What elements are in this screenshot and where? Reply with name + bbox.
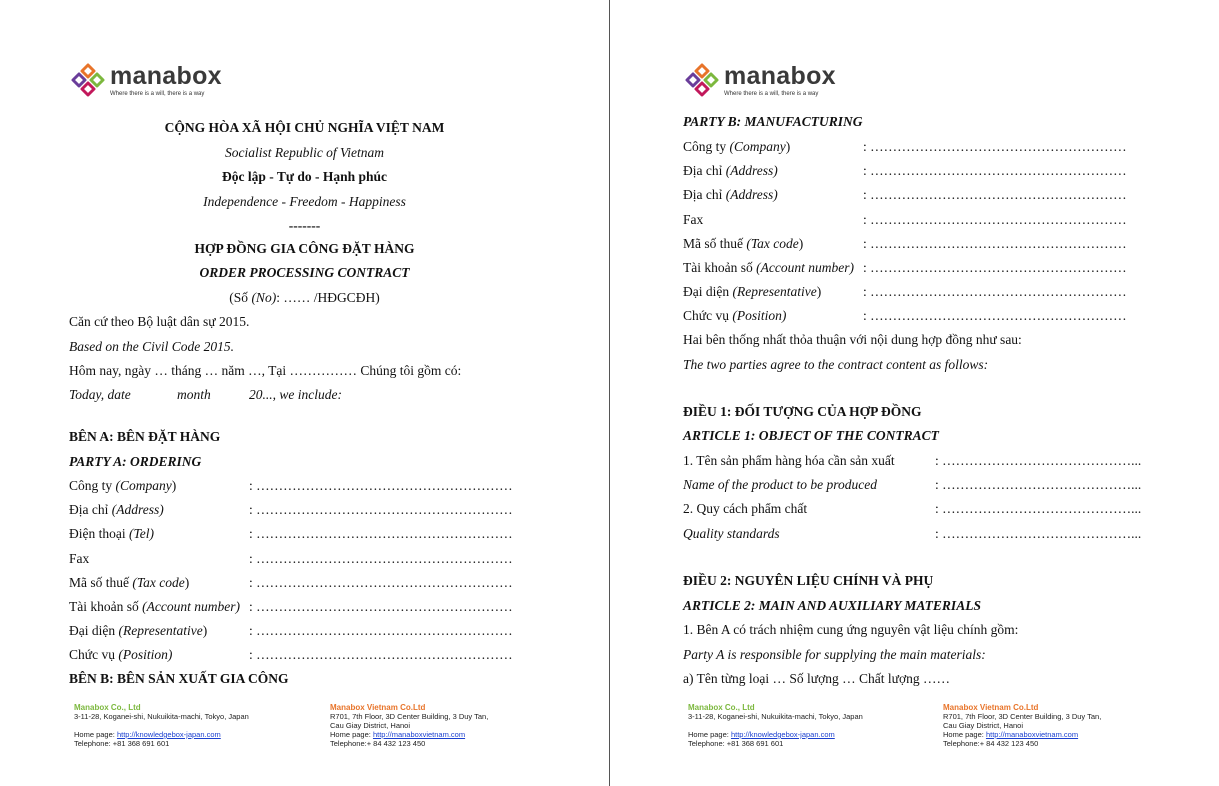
footer-japan-home-link[interactable]: http://knowledgebox-japan.com <box>116 730 221 739</box>
field-label-vi: Mã số thuế <box>69 574 133 590</box>
field-value-blank[interactable]: : ………………………………………………… <box>249 623 513 639</box>
separator: ------- <box>288 218 321 233</box>
field-value-blank[interactable]: : ………………………………………………… <box>863 187 1127 203</box>
field-label-tail: ) <box>184 574 190 590</box>
motto-en: Independence - Freedom - Happiness <box>203 194 406 209</box>
manabox-logo <box>70 62 222 98</box>
field-label <box>683 139 790 155</box>
document-page-right <box>610 0 1219 786</box>
footer-japan-tel: Telephone: +81 368 691 601 <box>74 739 170 748</box>
footer-japan <box>74 703 249 748</box>
article-1-item-blank[interactable]: : ……………………………………... <box>935 453 1142 468</box>
contract-title-en: ORDER PROCESSING CONTRACT <box>199 265 410 280</box>
field-value-blank[interactable]: : ………………………………………………… <box>863 284 1127 300</box>
footer-vietnam-name: Manabox Vietnam Co.Ltd <box>943 703 1039 712</box>
field-label-vi: Chức vụ <box>69 647 119 663</box>
brand-name: manabox <box>724 61 836 90</box>
field-label-en: (Representative <box>732 284 817 300</box>
field-label-vi: Công ty <box>683 139 730 154</box>
footer-vietnam-home-link[interactable]: http://manaboxvietnam.com <box>372 730 466 739</box>
footer-vietnam-address-2: Cau Giay District, Hanoi <box>330 721 411 730</box>
field-value-blank[interactable]: : ………………………………………………… <box>249 647 513 663</box>
date-line-en-month: month <box>177 387 211 402</box>
field-label-tail: ) <box>202 623 208 639</box>
motto: Độc lập - Tự do - Hạnh phúc <box>221 169 388 184</box>
article-2-clause-1: 1. Bên A có trách nhiệm cung ứng nguyên vật liệu chính gồm: <box>683 622 1019 637</box>
footer-vietnam-name: Manabox Vietnam Co.Ltd <box>330 703 426 712</box>
footer-vietnam-address-1: R701, 7th Floor, 3D Center Building, 3 Duy Tan, <box>943 712 1102 721</box>
field-label <box>69 623 207 639</box>
manabox-flower-icon <box>684 62 720 98</box>
field-label <box>683 212 703 228</box>
article-2-clause-1-en: Party A is responsible for supplying the main materials: <box>683 647 986 662</box>
party-a-heading: BÊN A: BÊN ĐẶT HÀNG <box>69 429 221 444</box>
field-label <box>69 478 176 494</box>
footer-vietnam-tel: Telephone:+ 84 432 123 450 <box>943 739 1039 748</box>
field-label <box>69 599 240 615</box>
field-value-blank[interactable]: : ………………………………………………… <box>249 550 513 566</box>
field-value-blank[interactable]: : ………………………………………………… <box>863 211 1127 227</box>
footer-vietnam-home-link[interactable]: http://manaboxvietnam.com <box>985 730 1079 739</box>
date-line-en-date: Today, date <box>69 387 131 402</box>
field-label-en: (Company <box>729 139 786 154</box>
brand-tagline: Where there is a will, there is a way <box>724 90 819 97</box>
field-label <box>69 647 172 663</box>
field-label-en: (Tax code <box>746 235 799 251</box>
field-label-vi: Địa chỉ <box>683 163 726 179</box>
field-label <box>683 308 786 324</box>
field-label <box>683 236 803 252</box>
field-label-en: (Address) <box>725 187 778 203</box>
footer-japan-address: 3-11-28, Koganei-shi, Nukuikita-machi, Tokyo, Japan <box>74 712 249 721</box>
field-label-tail: ) <box>816 284 822 300</box>
manabox-logo <box>684 62 836 98</box>
contract-number-no: (No) <box>251 290 277 305</box>
field-value-blank[interactable]: : ………………………………………………… <box>249 502 513 518</box>
footer-vietnam-address-1: R701, 7th Floor, 3D Center Building, 3 Duy Tan, <box>330 712 489 721</box>
legal-basis: Căn cứ theo Bộ luật dân sự 2015. <box>69 314 250 329</box>
footer-vietnam-homepage <box>943 730 1101 739</box>
contract-number <box>0 290 609 306</box>
date-line-en-year: 20..., we include: <box>249 387 342 402</box>
field-label <box>683 284 821 300</box>
article-1-item-blank[interactable]: : ……………………………………... <box>935 525 1142 541</box>
field-label <box>69 551 89 567</box>
footer-vietnam-home-label: Home page: <box>330 730 373 739</box>
article-1-item-label: Quality standards <box>683 525 780 541</box>
footer-vietnam-tel: Telephone:+ 84 432 123 450 <box>330 739 426 748</box>
footer-japan-home-label: Home page: <box>74 730 117 739</box>
field-label-vi: Đại diện <box>69 623 119 639</box>
article-1-heading-en: ARTICLE 1: OBJECT OF THE CONTRACT <box>683 428 939 443</box>
contract-number-suffix: : …… /HĐGCĐH) <box>276 290 380 305</box>
document-page-left <box>0 0 609 786</box>
article-2-heading-en: ARTICLE 2: MAIN AND AUXILIARY MATERIALS <box>683 598 981 613</box>
footer-vietnam <box>943 703 1101 748</box>
footer-vietnam <box>330 703 488 748</box>
field-label-vi: Mã số thuế <box>683 235 747 251</box>
field-value-blank[interactable]: : ………………………………………………… <box>863 235 1127 251</box>
footer-japan-home-link[interactable]: http://knowledgebox-japan.com <box>730 730 835 739</box>
field-label-vi: Fax <box>69 550 90 566</box>
legal-basis-en: Based on the Civil Code 2015. <box>69 339 234 354</box>
field-label-vi: Fax <box>683 211 704 227</box>
brand-tagline: Where there is a will, there is a way <box>110 90 205 97</box>
article-2-clause-a: a) Tên từng loại … Số lượng … Chất lượng …… <box>683 671 950 686</box>
field-label-vi: Đại diện <box>683 284 733 300</box>
field-label-en: (Position) <box>732 308 787 324</box>
field-label-en: (Representative <box>118 623 203 639</box>
field-label-vi: Tài khoản số <box>683 260 757 275</box>
field-value-blank[interactable]: : ………………………………………………… <box>249 526 513 542</box>
field-label-tail: ) <box>171 478 177 493</box>
field-label-tail: ) <box>785 139 791 154</box>
field-label-en: (Account number) <box>142 599 240 614</box>
article-1-item-label: 1. Tên sản phẩm hàng hóa cần sản xuất <box>683 453 895 468</box>
footer-vietnam-address-2: Cau Giay District, Hanoi <box>943 721 1024 730</box>
field-label-en: (Address) <box>725 163 778 179</box>
field-label-vi: Công ty <box>69 478 116 493</box>
field-label <box>69 575 189 591</box>
article-1-item-blank[interactable]: : ……………………………………... <box>935 477 1142 493</box>
agreement-line: Hai bên thống nhất thỏa thuận với nội dung hợp đồng như sau: <box>683 332 1022 347</box>
country-heading: CỘNG HÒA XÃ HỘI CHỦ NGHĨA VIỆT NAM <box>164 120 445 135</box>
date-line: Hôm nay, ngày … tháng … năm …, Tại …………… Chúng tôi gồm có: <box>69 363 462 378</box>
field-value-blank[interactable]: : ………………………………………………… <box>863 163 1127 179</box>
field-label-vi: Chức vụ <box>683 308 733 324</box>
footer-vietnam-homepage <box>330 730 488 739</box>
footer-japan-name: Manabox Co., Ltd <box>688 703 755 712</box>
footer-japan-tel: Telephone: +81 368 691 601 <box>688 739 784 748</box>
footer-japan-homepage <box>688 730 863 739</box>
country-heading-en: Socialist Republic of Vietnam <box>224 145 385 160</box>
field-label <box>683 163 778 179</box>
field-label-en: (Company <box>115 478 172 493</box>
brand-name: manabox <box>110 61 222 90</box>
field-label-vi: Địa chỉ <box>69 502 112 518</box>
party-b-heading: BÊN B: BÊN SẢN XUẤT GIA CÔNG <box>69 671 289 686</box>
article-2-heading: ĐIỀU 2: NGUYÊN LIỆU CHÍNH VÀ PHỤ <box>683 573 934 588</box>
footer-japan-address: 3-11-28, Koganei-shi, Nukuikita-machi, Tokyo, Japan <box>688 712 863 721</box>
field-label <box>69 526 154 542</box>
footer-japan-home-label: Home page: <box>688 730 731 739</box>
contract-title: HỢP ĐỒNG GIA CÔNG ĐẶT HÀNG <box>194 241 415 256</box>
party-b-heading-en: PARTY B: MANUFACTURING <box>683 114 863 129</box>
field-value-blank[interactable]: : ………………………………………………… <box>249 478 513 493</box>
field-value-blank[interactable]: : ………………………………………………… <box>863 308 1127 324</box>
field-value-blank[interactable]: : ………………………………………………… <box>863 139 1127 154</box>
field-label-tail: ) <box>798 235 804 251</box>
field-label <box>69 502 164 518</box>
article-1-item-label: 2. Quy cách phẩm chất <box>683 501 808 517</box>
field-label-en: (Address) <box>111 502 164 518</box>
field-label-vi: Tài khoản số <box>69 599 143 614</box>
article-1-item-label: Name of the product to be produced <box>683 477 877 493</box>
field-value-blank[interactable]: : ………………………………………………… <box>863 260 1127 275</box>
agreement-line-en: The two parties agree to the contract content as follows: <box>683 357 989 372</box>
article-1-heading: ĐIỀU 1: ĐỐI TƯỢNG CỦA HỢP ĐỒNG <box>683 404 922 419</box>
field-label-en: (Tel) <box>129 526 155 542</box>
field-label <box>683 260 854 276</box>
field-label-en: (Position) <box>118 647 173 663</box>
field-label-vi: Địa chỉ <box>683 187 726 203</box>
field-value-blank[interactable]: : ………………………………………………… <box>249 574 513 590</box>
footer-japan-name: Manabox Co., Ltd <box>74 703 141 712</box>
manabox-flower-icon <box>70 62 106 98</box>
article-1-item-blank[interactable]: : ……………………………………... <box>935 501 1142 517</box>
footer-japan <box>688 703 863 748</box>
party-a-heading-en: PARTY A: ORDERING <box>69 454 202 469</box>
field-value-blank[interactable]: : ………………………………………………… <box>249 599 513 614</box>
footer-japan-homepage <box>74 730 249 739</box>
field-label-en: (Tax code <box>132 574 185 590</box>
field-label <box>683 187 778 203</box>
field-label-en: (Account number) <box>756 260 854 275</box>
contract-number-prefix: (Số <box>229 290 252 305</box>
footer-vietnam-home-label: Home page: <box>943 730 986 739</box>
field-label-vi: Điện thoại <box>69 526 129 542</box>
